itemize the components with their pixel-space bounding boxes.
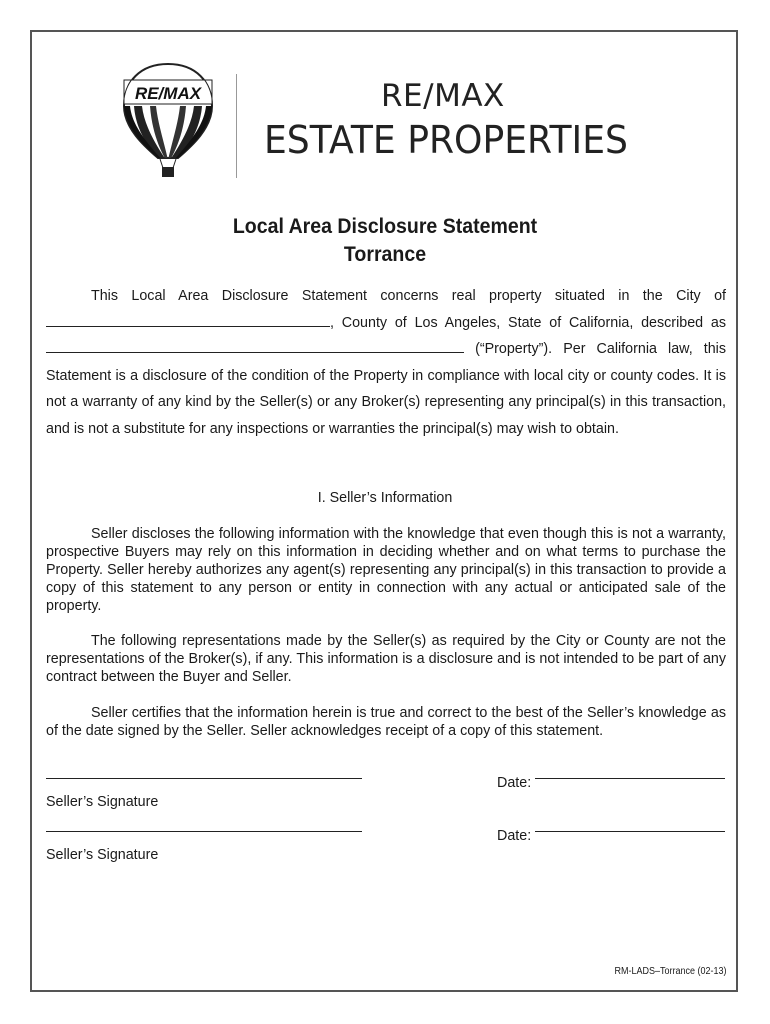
brand-name: RE/MAX: [381, 78, 505, 114]
logo-divider: [236, 74, 237, 178]
seller-signature-field[interactable]: [46, 778, 362, 779]
document-subtitle: Torrance: [343, 243, 427, 266]
intro-text-2: , County of Los Angeles, State of California, described as: [330, 314, 726, 331]
hot-air-balloon-logo: [120, 62, 216, 180]
disclosure-paragraph: Seller discloses the following information with the knowledge that even though this is not a warranty, prospective Buyers may rely on this information in deciding whether and on what terms to purchase the Property. Seller hereby authorizes any agent(s) representing any principal(s) in this transaction to provide a copy of this statement to any person or entity in connection with any actual or anticipated sale of the property.: [46, 526, 726, 614]
balloon-brand-text: RE/MAX: [134, 84, 202, 103]
date-label: Date:: [497, 775, 532, 791]
intro-text-3: (“Property”). Per California law, this Statement is a disclosure of the condition of the Property in compliance with local city or county codes. It is not a warranty of any kind by the Seller(s) or any Broker(s) representing any principal(s) in this transaction, and is not a substitute for any inspections or warranties the principal(s) may wish to obtain.: [46, 341, 726, 437]
intro-text-1: This Local Area Disclosure Statement concerns real property situated in the City of: [91, 288, 726, 304]
intro-paragraph: [46, 283, 726, 443]
property-description-field[interactable]: [46, 339, 464, 353]
date-label: Date:: [497, 828, 532, 844]
certification-paragraph: Seller certifies that the information herein is true and correct to the best of the Seller’s knowledge as of the date signed by the Seller. Seller acknowledges receipt of a copy of this statement.: [46, 705, 726, 739]
date-field[interactable]: [535, 831, 725, 832]
seller-signature-field[interactable]: [46, 831, 362, 832]
seller-signature-label: Seller’s Signature: [46, 847, 159, 863]
section-heading: I. Seller’s Information: [317, 490, 453, 506]
city-field[interactable]: [46, 313, 330, 327]
seller-signature-label: Seller’s Signature: [46, 794, 159, 810]
date-field[interactable]: [535, 778, 725, 779]
representations-paragraph: The following representations made by the Seller(s) as required by the City or County are not the representations of the Broker(s), if any. This information is a disclosure and is not intended to be part of any contract between the Buyer and Seller.: [46, 633, 726, 685]
form-code: RM-LADS–Torrance (02-13): [613, 966, 726, 977]
brand-office-name: ESTATE PROPERTIES: [264, 118, 628, 162]
document-title: Local Area Disclosure Statement: [232, 215, 538, 238]
